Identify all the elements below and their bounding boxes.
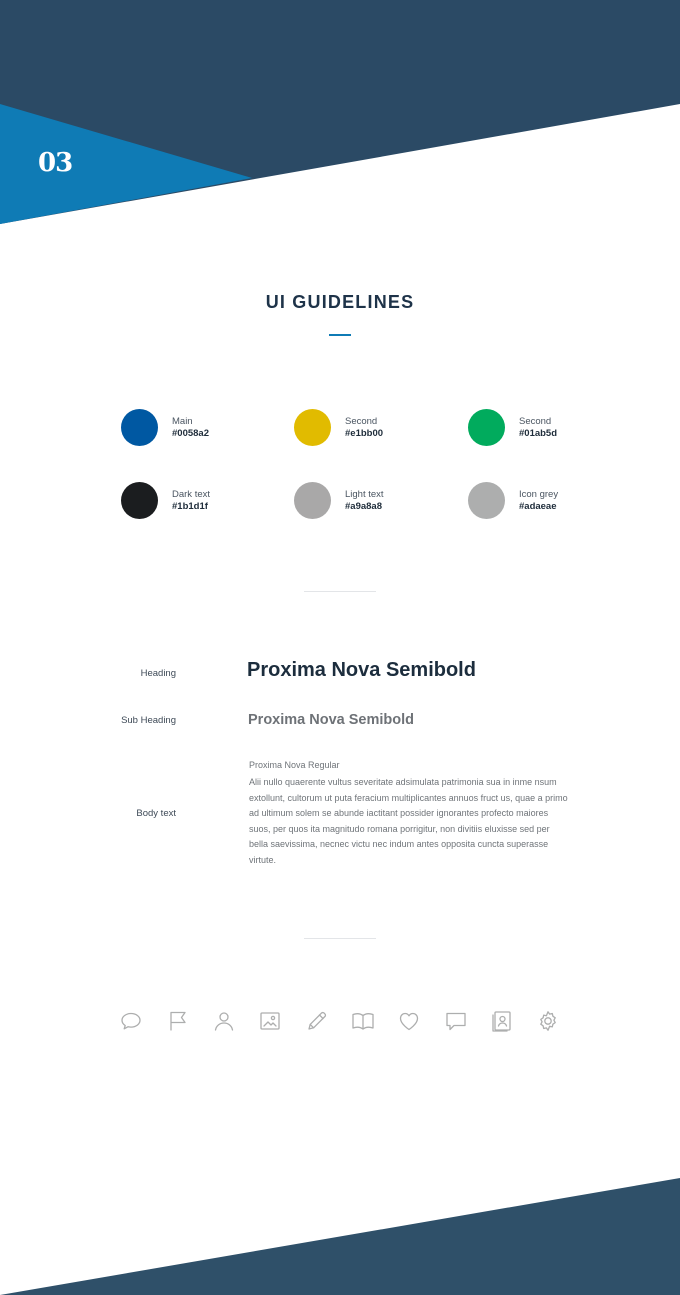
- book-icon: [351, 1009, 375, 1033]
- swatch-name: Dark text: [172, 488, 211, 500]
- swatch-hex: #0058a2: [172, 427, 209, 439]
- swatch-name: Second: [519, 415, 552, 427]
- page-title: UI GUIDELINES: [265, 292, 415, 312]
- swatch-hex: #1b1d1f: [172, 500, 208, 512]
- color-swatch-second-green: [468, 409, 557, 446]
- swatch-name: Second: [345, 415, 378, 427]
- icon-set: [0, 1009, 680, 1035]
- swatch-hex: #e1bb00: [345, 427, 384, 439]
- chat-icon: [444, 1009, 468, 1033]
- swatch-circle: [468, 482, 505, 519]
- swatch-name: Main: [172, 415, 193, 427]
- color-swatch-second-yellow: [294, 409, 383, 446]
- swatch-name: Icon grey: [519, 488, 559, 500]
- heart-icon: [397, 1009, 421, 1033]
- section-divider: [304, 938, 376, 939]
- gear-icon: [536, 1009, 560, 1033]
- bottom-dark-band: [0, 1178, 680, 1295]
- swatch-circle: [294, 482, 331, 519]
- section-divider: [304, 591, 376, 592]
- pencil-icon: [305, 1009, 329, 1033]
- swatch-circle: [468, 409, 505, 446]
- color-swatch-dark-text: [121, 482, 210, 519]
- heading-sample: Proxima Nova Semibold: [247, 659, 476, 681]
- color-swatch-icon-grey: [468, 482, 558, 519]
- body-text-label: Body text: [136, 808, 176, 819]
- contacts-icon: [490, 1009, 514, 1033]
- image-icon: [258, 1009, 282, 1033]
- swatch-circle: [121, 409, 158, 446]
- body-sample-paragraph: Alii nullo quaerente vultus severitate adsimulata patrimonia sua in inme nsum extollunt, cultorum ut puta feracium multiplicantes annuos fruct us, quae a primo ad ultimum solem se abunde iactitant possider ignorantes profecto maiores suos, per quos ita magnitudo romana porrigitur, non divitiis eluxisse sed per bella saevissima, necnec victu nec indum antes opposita cuncta superasse virtute.: [249, 777, 568, 865]
- swatch-hex: #a9a8a8: [345, 500, 382, 512]
- user-icon: [212, 1009, 236, 1033]
- flag-icon: [166, 1009, 190, 1033]
- swatch-hex: #adaeae: [519, 500, 557, 512]
- heading-label: Heading: [140, 668, 176, 679]
- speech-bubble-icon: [119, 1009, 143, 1033]
- swatch-name: Light text: [345, 488, 384, 500]
- color-swatch-light-text: [294, 482, 384, 519]
- swatch-hex: #01ab5d: [519, 427, 558, 439]
- section-number: 03: [38, 148, 73, 178]
- body-sample-title: Proxima Nova Regular: [249, 760, 340, 770]
- color-swatch-main: [121, 409, 209, 446]
- title-underline: [329, 334, 351, 336]
- swatch-circle: [121, 482, 158, 519]
- swatch-circle: [294, 409, 331, 446]
- subheading-label: Sub Heading: [121, 715, 176, 726]
- subheading-sample: Proxima Nova Semibold: [248, 712, 414, 728]
